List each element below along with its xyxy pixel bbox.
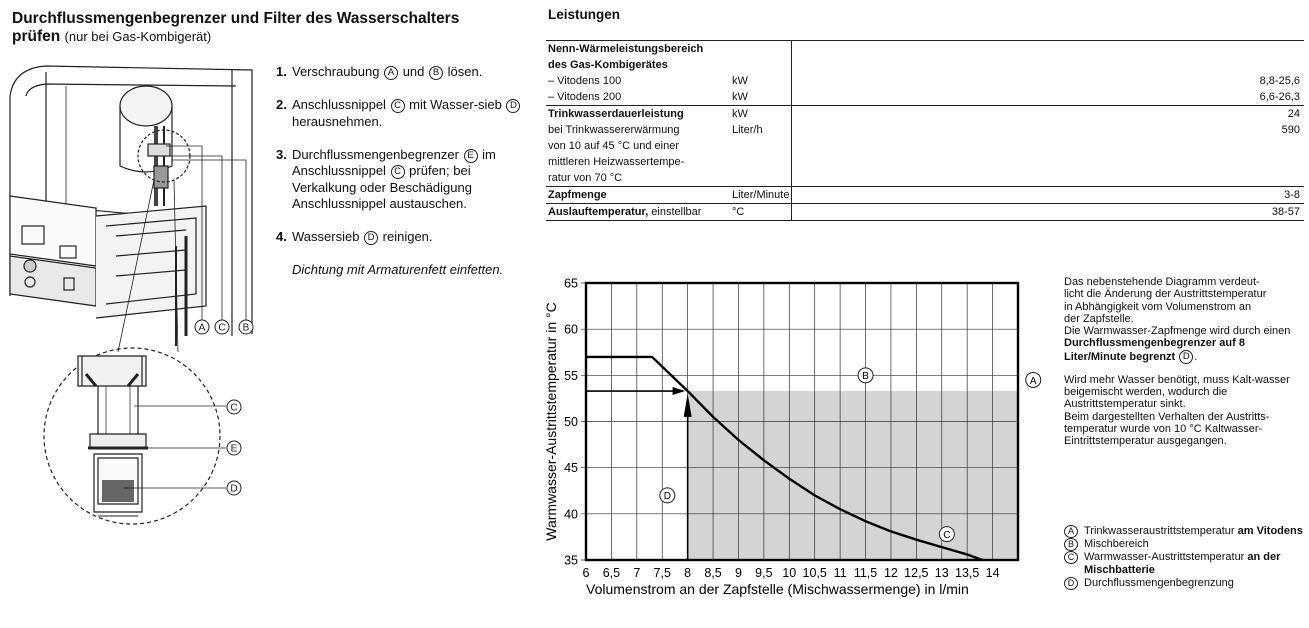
cell-value: 6,6-26,3	[792, 89, 1304, 106]
cell-unit: kW	[732, 75, 748, 87]
label-detail-e: E	[230, 443, 238, 455]
x-axis-label: Volumenstrom an der Zapfstelle (Mischwassermenge) in l/min	[586, 581, 969, 597]
y-tick-label: 35	[564, 553, 578, 568]
x-tick-label: 9,5	[755, 566, 773, 580]
circle-label-d: D	[506, 99, 520, 113]
cell-unit	[730, 57, 792, 73]
leistungen-table	[546, 40, 1304, 221]
section-heading	[12, 10, 522, 46]
circle-label-a: A	[384, 66, 398, 80]
cell-label: ratur von 70 °C	[548, 172, 623, 184]
cell-unit: Liter/h	[732, 124, 763, 136]
y-axis-label: Warmwasser-Austrittstemperatur in °C	[543, 302, 559, 541]
step-3	[276, 147, 528, 213]
instruction-steps	[276, 64, 528, 279]
step-number: 3.	[276, 146, 287, 162]
shaded-mixing-region	[688, 391, 1018, 560]
y-tick-label: 60	[564, 322, 578, 337]
cell-label: mittleren Heizwassertempe-	[548, 156, 685, 168]
cell-value: 8,8-25,6	[792, 73, 1304, 89]
desc-bold: Durchflussmengenbegrenzer auf 8 Liter/Minute begrenzt	[1064, 337, 1245, 363]
cell-label: Nenn-Wärmeleistungsbereich	[546, 41, 730, 58]
x-tick-label: 8	[684, 566, 692, 580]
cell-label: Auslauftemperatur, einstellbar	[546, 204, 730, 221]
step-number: 2.	[276, 97, 287, 112]
table-row	[546, 170, 1304, 187]
cell-unit: kW	[732, 91, 748, 103]
x-tick-label: 9	[734, 566, 742, 580]
cell-value	[792, 154, 1304, 170]
cell-unit	[730, 154, 792, 170]
legend-item	[1064, 525, 1307, 538]
legend-key: C	[1064, 551, 1078, 564]
table-row	[546, 122, 1304, 138]
table-row	[546, 89, 1304, 106]
heading-title: Durchflussmengenbegrenzer und Filter des Wasserschalters	[12, 10, 460, 27]
table-row	[546, 73, 1304, 89]
cell-value	[792, 41, 1304, 58]
circle-label-c: C	[391, 165, 405, 179]
circle-label-e: E	[464, 149, 478, 163]
table-row	[546, 106, 1304, 123]
cell-value: 38-57	[792, 204, 1304, 221]
step-4	[276, 229, 528, 246]
circle-label-c: C	[391, 99, 405, 113]
x-tick-label: 10,5	[802, 566, 827, 580]
x-tick-label: 8,5	[704, 566, 722, 580]
desc-text-3: Beim dargestellten Verhalten der Austritts-temperatur wurde von 10 °C Kaltwasser-Eintrittstemperatur ausgegangen.	[1064, 410, 1270, 448]
cell-label: Trinkwasserdauerleistung	[546, 106, 730, 123]
x-tick-label: 6	[582, 566, 590, 580]
table-row	[546, 138, 1304, 154]
x-tick-label: 11	[833, 566, 847, 580]
legend-item	[1064, 551, 1307, 577]
step-text: Verschraubung A und B lösen.	[292, 64, 483, 79]
step-1	[276, 64, 528, 81]
step-text: Durchflussmengenbegrenzer E im Anschlussnippel C prüfen; bei Verkalkung oder Beschädigung Anschlussnippel austauschen.	[292, 146, 496, 211]
marker-label-a: A	[1029, 375, 1037, 387]
step-number: 1.	[276, 64, 287, 79]
step-2	[276, 97, 528, 130]
circle-label-d: D	[364, 231, 378, 245]
legend-key: A	[1064, 525, 1078, 538]
x-tick-label: 11,5	[853, 566, 878, 580]
table-row	[546, 57, 1304, 73]
desc-circle-d: D	[1179, 350, 1193, 364]
cell-unit	[730, 138, 792, 154]
cell-value	[792, 138, 1304, 154]
y-tick-label: 50	[564, 415, 578, 429]
x-tick-label: 12	[883, 566, 898, 580]
legend-text: Trinkwasseraustrittstemperatur am Vitodens	[1084, 525, 1303, 537]
cell-unit: Liter/Minute	[730, 187, 792, 204]
cell-unit: kW	[730, 106, 792, 123]
cell-value	[792, 170, 1304, 187]
label-c: C	[218, 322, 226, 334]
y-tick-label: 55	[564, 368, 578, 383]
x-tick-label: 14	[985, 566, 1000, 580]
cell-value: 3-8	[792, 187, 1304, 204]
cell-label: von 10 auf 45 °C und einer	[548, 140, 679, 152]
legend-item	[1064, 577, 1307, 590]
x-tick-label: 7	[633, 566, 641, 580]
label-b: B	[242, 322, 250, 334]
legend-item	[1064, 538, 1307, 551]
x-tick-label: 6,5	[602, 566, 621, 580]
leistungen-title: Leistungen	[548, 7, 621, 22]
cell-label: Zapfmenge	[546, 187, 730, 204]
boiler-illustration	[6, 56, 274, 526]
temperature-chart	[540, 268, 1060, 608]
chart-legend	[1064, 525, 1307, 590]
legend-key: D	[1064, 577, 1078, 590]
heading-title-word: prüfen	[12, 28, 61, 45]
x-tick-label: 13	[934, 566, 949, 580]
cell-value: 24	[792, 106, 1304, 123]
legend-key: B	[1064, 538, 1078, 551]
step-number: 4.	[276, 229, 287, 244]
cell-unit: °C	[730, 204, 792, 221]
marker-label-d: D	[663, 491, 671, 503]
x-tick-label: 7,5	[653, 566, 671, 580]
heading-subtitle: (nur bei Gas-Kombigerät)	[64, 29, 212, 44]
desc-paragraph-2	[1064, 374, 1307, 448]
table-row	[546, 204, 1304, 221]
step-note: Dichtung mit Armaturenfett einfetten.	[292, 262, 504, 277]
label-detail-d: D	[230, 483, 238, 495]
label-detail-c: C	[230, 402, 238, 414]
marker-label-b: B	[862, 371, 869, 383]
cell-unit	[730, 170, 792, 187]
x-tick-label: 13,5	[955, 566, 980, 580]
cell-label: des Gas-Kombigerätes	[548, 59, 668, 71]
legend-text: Warmwasser-Austrittstemperatur an der Mischbatterie	[1084, 551, 1281, 576]
cell-value	[792, 57, 1304, 73]
legend-text: Mischbereich	[1084, 538, 1149, 550]
marker-label-c: C	[943, 529, 951, 541]
table-row	[546, 154, 1304, 170]
cell-label: – Vitodens 200	[548, 91, 622, 103]
legend-text: Durchflussmengenbegrenzung	[1084, 577, 1234, 589]
cell-unit	[730, 41, 792, 58]
table-row	[546, 41, 1304, 58]
cell-label: bei Trinkwassererwärmung	[548, 124, 680, 136]
x-tick-label: 12,5	[904, 566, 929, 580]
desc-text: Die Warmwasser-Zapfmenge wird durch einen	[1064, 325, 1291, 338]
label-a: A	[198, 322, 206, 334]
circle-label-b: B	[429, 66, 443, 80]
x-tick-label: 10	[782, 566, 797, 580]
desc-paragraph-1: Das nebenstehende Diagramm verdeut- licht die Änderung der Austrittstemperatur in Abhängigkeit vom Volumenstrom an der Zapfstelle. Die Warmwasser-Zapfmenge wird durch einen Durchflussmengenbegrenzer auf 8 Liter/Minute begrenzt D .	[1064, 276, 1291, 363]
cell-value: 590	[792, 122, 1304, 138]
y-tick-label: 65	[564, 276, 578, 291]
cell-label: – Vitodens 100	[548, 75, 622, 87]
y-tick-label: 40	[564, 507, 578, 522]
y-tick-label: 45	[564, 461, 578, 476]
step-text: Anschlussnippel C mit Wasser-sieb D herausnehmen.	[292, 97, 528, 130]
table-row	[546, 187, 1304, 204]
chart-description	[1064, 276, 1307, 448]
desc-text-2: Wird mehr Wasser benötigt, muss Kalt-wasser beigemischt werden, wodurch die Austrittstemperatur sinkt.	[1064, 373, 1290, 411]
step-text: Wassersieb D reinigen.	[292, 229, 433, 244]
heading-title-line2	[12, 28, 522, 46]
